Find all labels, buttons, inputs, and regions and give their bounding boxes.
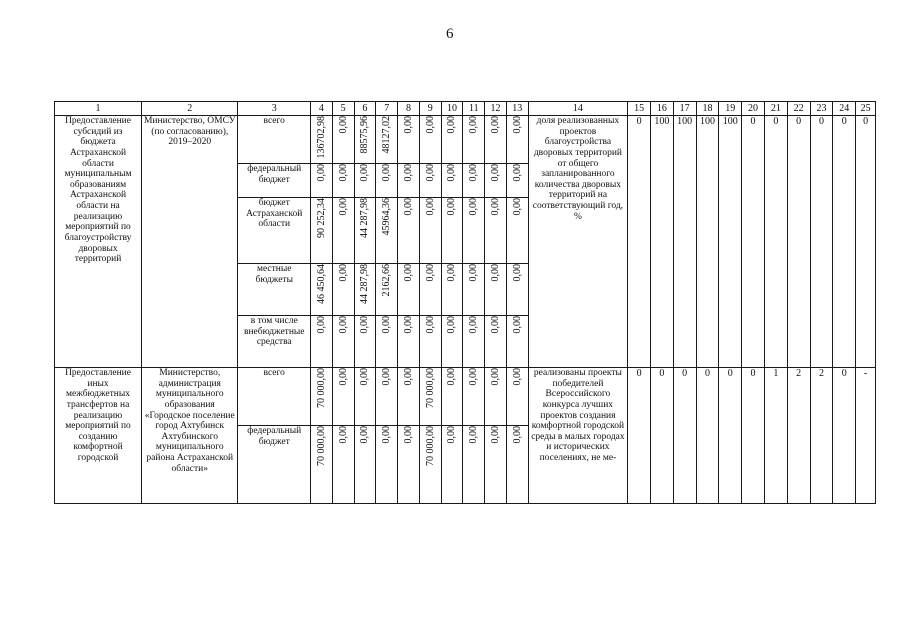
amount-cell — [485, 164, 507, 198]
amount-value: 0,00 — [489, 368, 501, 386]
column-number-2: 2 — [142, 102, 238, 116]
column-number-22: 22 — [787, 102, 810, 116]
amount-value: 0,00 — [381, 316, 393, 334]
amount-value: 88575,96 — [359, 116, 371, 154]
amount-cell — [311, 198, 333, 264]
amount-value: 0,00 — [402, 116, 414, 134]
amount-cell — [354, 164, 376, 198]
column-number-21: 21 — [764, 102, 787, 116]
amount-cell — [311, 368, 333, 426]
column-number-8: 8 — [398, 102, 420, 116]
amount-value: 136702,98 — [315, 116, 327, 159]
column-number-13: 13 — [506, 102, 528, 116]
amount-cell — [354, 368, 376, 426]
amount-cell — [354, 316, 376, 368]
amount-cell — [376, 116, 398, 164]
amount-value: 0,00 — [315, 316, 327, 334]
amount-value: 0,00 — [359, 316, 371, 334]
column-number-6: 6 — [354, 102, 376, 116]
amount-cell — [463, 164, 485, 198]
amount-cell — [419, 264, 441, 316]
executor: Министерство, ОМСУ (по согласованию), 2019–2020 — [142, 116, 238, 368]
amount-value: 0,00 — [337, 368, 349, 386]
amount-value: 0,00 — [402, 198, 414, 216]
column-number-18: 18 — [696, 102, 719, 116]
amount-value: 0,00 — [424, 164, 436, 182]
amount-cell — [354, 426, 376, 504]
column-number-9: 9 — [419, 102, 441, 116]
amount-value: 0,00 — [468, 316, 480, 334]
target-value: 100 — [673, 116, 696, 368]
amount-cell — [506, 164, 528, 198]
amount-cell — [419, 368, 441, 426]
amount-value: 0,00 — [359, 426, 371, 444]
indicator: реализованы проекты победителей Всероссийского конкурса лучших проектов создания комфортной городской среды в малых городах и исторических поселениях, не ме- — [528, 368, 628, 504]
target-value: 0 — [764, 116, 787, 368]
amount-cell — [311, 264, 333, 316]
amount-cell — [441, 426, 463, 504]
column-number-1: 1 — [55, 102, 142, 116]
funding-source: местные бюджеты — [238, 264, 311, 316]
amount-cell — [332, 198, 354, 264]
amount-cell — [398, 426, 420, 504]
target-value: 1 — [764, 368, 787, 504]
amount-cell — [485, 198, 507, 264]
amount-cell — [463, 116, 485, 164]
amount-cell — [485, 264, 507, 316]
amount-value: 0,00 — [446, 264, 458, 282]
amount-value: 46 450,64 — [315, 264, 327, 304]
column-number-14: 14 — [528, 102, 628, 116]
amount-value: 0,00 — [402, 316, 414, 334]
target-value: 0 — [628, 116, 651, 368]
amount-cell — [506, 264, 528, 316]
amount-cell — [441, 164, 463, 198]
amount-value: 0,00 — [424, 116, 436, 134]
amount-value: 0,00 — [489, 426, 501, 444]
target-value: 100 — [696, 116, 719, 368]
amount-cell — [506, 198, 528, 264]
amount-value: 0,00 — [337, 116, 349, 134]
measure-name: Предоставление иных межбюджетных трансфертов на реализацию мероприятий по созданию комфортной городской — [55, 368, 142, 504]
column-number-19: 19 — [719, 102, 742, 116]
amount-cell — [332, 426, 354, 504]
column-number-17: 17 — [673, 102, 696, 116]
target-value: 0 — [650, 368, 673, 504]
column-number-11: 11 — [463, 102, 485, 116]
target-value: 0 — [719, 368, 742, 504]
amount-value: 0,00 — [468, 264, 480, 282]
amount-cell — [419, 164, 441, 198]
amount-cell — [354, 264, 376, 316]
amount-cell — [398, 164, 420, 198]
amount-cell — [485, 316, 507, 368]
amount-cell — [398, 368, 420, 426]
amount-value: 0,00 — [489, 316, 501, 334]
amount-value: 70 000,00 — [315, 368, 327, 408]
column-number-12: 12 — [485, 102, 507, 116]
amount-cell — [441, 116, 463, 164]
amount-cell — [332, 264, 354, 316]
column-number-24: 24 — [833, 102, 856, 116]
amount-cell — [463, 264, 485, 316]
amount-cell — [506, 368, 528, 426]
amount-value: 0,00 — [468, 164, 480, 182]
amount-cell — [376, 368, 398, 426]
amount-cell — [311, 316, 333, 368]
amount-cell — [463, 368, 485, 426]
target-value: 0 — [810, 116, 833, 368]
amount-cell — [311, 426, 333, 504]
target-value: 0 — [628, 368, 651, 504]
amount-value: 0,00 — [511, 426, 523, 444]
target-value: 2 — [810, 368, 833, 504]
amount-cell — [419, 426, 441, 504]
amount-value: 0,00 — [511, 164, 523, 182]
amount-cell — [441, 368, 463, 426]
funding-source: в том числе внебюджетные средства — [238, 316, 311, 368]
target-value: 0 — [856, 116, 876, 368]
amount-value: 45964,36 — [381, 198, 393, 236]
amount-value: 0,00 — [511, 316, 523, 334]
header-row — [55, 102, 876, 116]
amount-value: 0,00 — [446, 164, 458, 182]
amount-cell — [332, 164, 354, 198]
column-number-7: 7 — [376, 102, 398, 116]
amount-cell — [354, 116, 376, 164]
amount-cell — [463, 316, 485, 368]
amount-value: 70 000,00 — [424, 426, 436, 466]
amount-value: 0,00 — [446, 116, 458, 134]
amount-value: 0,00 — [381, 368, 393, 386]
amount-value: 70 000,00 — [315, 426, 327, 466]
amount-cell — [441, 198, 463, 264]
indicator: доля реализованных проектов благоустройства дворовых территорий от общего запланированного количества дворовых территорий на соответствующий год, % — [528, 116, 628, 368]
amount-value: 0,00 — [511, 368, 523, 386]
column-number-5: 5 — [332, 102, 354, 116]
amount-cell — [376, 198, 398, 264]
amount-value: 0,00 — [446, 426, 458, 444]
target-value: 0 — [833, 368, 856, 504]
amount-value: 0,00 — [337, 426, 349, 444]
amount-value: 0,00 — [424, 264, 436, 282]
amount-cell — [419, 116, 441, 164]
funding-source: всего — [238, 368, 311, 426]
target-value: 0 — [696, 368, 719, 504]
amount-cell — [506, 116, 528, 164]
amount-value: 0,00 — [402, 368, 414, 386]
amount-cell — [485, 426, 507, 504]
amount-value: 0,00 — [468, 116, 480, 134]
target-value: - — [856, 368, 876, 504]
table-row — [55, 116, 876, 164]
budget-table — [54, 101, 876, 504]
amount-cell — [398, 264, 420, 316]
amount-cell — [463, 198, 485, 264]
amount-value: 2162,66 — [381, 264, 393, 297]
amount-value: 0,00 — [337, 316, 349, 334]
funding-source: федеральный бюджет — [238, 164, 311, 198]
target-value: 100 — [650, 116, 673, 368]
amount-cell — [419, 316, 441, 368]
amount-value: 0,00 — [359, 368, 371, 386]
amount-cell — [398, 198, 420, 264]
column-number-25: 25 — [856, 102, 876, 116]
column-number-15: 15 — [628, 102, 651, 116]
amount-value: 0,00 — [424, 198, 436, 216]
measure-name: Предоставление субсидий из бюджета Астраханской области муниципальным образованиям Астраханской области на реализацию мероприятий по благоустройству дворовых территорий — [55, 116, 142, 368]
amount-value: 0,00 — [468, 198, 480, 216]
amount-cell — [332, 316, 354, 368]
amount-cell — [332, 116, 354, 164]
amount-value: 0,00 — [511, 198, 523, 216]
amount-value: 90 252,34 — [315, 198, 327, 238]
target-value: 0 — [787, 116, 810, 368]
funding-source: всего — [238, 116, 311, 164]
amount-value: 0,00 — [468, 368, 480, 386]
amount-cell — [419, 198, 441, 264]
amount-value: 0,00 — [446, 198, 458, 216]
page-number: 6 — [446, 26, 454, 42]
column-number-10: 10 — [441, 102, 463, 116]
amount-cell — [398, 116, 420, 164]
column-number-4: 4 — [311, 102, 333, 116]
amount-cell — [376, 426, 398, 504]
amount-value: 0,00 — [446, 316, 458, 334]
amount-cell — [376, 316, 398, 368]
amount-value: 0,00 — [489, 164, 501, 182]
amount-value: 70 000,00 — [424, 368, 436, 408]
amount-cell — [485, 116, 507, 164]
amount-cell — [485, 368, 507, 426]
amount-cell — [311, 164, 333, 198]
amount-value: 0,00 — [489, 116, 501, 134]
amount-cell — [463, 426, 485, 504]
amount-value: 0,00 — [402, 426, 414, 444]
target-value: 2 — [787, 368, 810, 504]
amount-value: 48127,02 — [381, 116, 393, 154]
column-number-3: 3 — [238, 102, 311, 116]
amount-value: 0,00 — [315, 164, 327, 182]
column-number-20: 20 — [742, 102, 765, 116]
amount-value: 0,00 — [468, 426, 480, 444]
amount-cell — [506, 316, 528, 368]
amount-cell — [376, 164, 398, 198]
amount-value: 0,00 — [446, 368, 458, 386]
amount-value: 0,00 — [337, 198, 349, 216]
column-number-23: 23 — [810, 102, 833, 116]
amount-value: 0,00 — [511, 264, 523, 282]
amount-value: 0,00 — [402, 264, 414, 282]
amount-value: 0,00 — [424, 316, 436, 334]
funding-source: бюджет Астраханской области — [238, 198, 311, 264]
amount-value: 44 287,98 — [359, 264, 371, 304]
amount-cell — [354, 198, 376, 264]
amount-value: 0,00 — [511, 116, 523, 134]
amount-cell — [506, 426, 528, 504]
amount-cell — [441, 264, 463, 316]
target-value: 0 — [742, 116, 765, 368]
amount-cell — [398, 316, 420, 368]
amount-value: 0,00 — [381, 426, 393, 444]
target-value: 100 — [719, 116, 742, 368]
funding-source: федеральный бюджет — [238, 426, 311, 504]
amount-value: 0,00 — [489, 264, 501, 282]
amount-value: 0,00 — [337, 264, 349, 282]
target-value: 0 — [833, 116, 856, 368]
executor: Министерство, администрация муниципального образования «Городское поселение город Ахтубинск Ахтубинского муниципального района Астраханской области» — [142, 368, 238, 504]
amount-cell — [376, 264, 398, 316]
amount-cell — [441, 316, 463, 368]
amount-value: 0,00 — [489, 198, 501, 216]
target-value: 0 — [673, 368, 696, 504]
amount-value: 0,00 — [381, 164, 393, 182]
table-row — [55, 368, 876, 426]
amount-cell — [332, 368, 354, 426]
target-value: 0 — [742, 368, 765, 504]
amount-value: 0,00 — [337, 164, 349, 182]
amount-value: 44 287,98 — [359, 198, 371, 238]
amount-value: 0,00 — [359, 164, 371, 182]
column-number-16: 16 — [650, 102, 673, 116]
amount-value: 0,00 — [402, 164, 414, 182]
amount-cell — [311, 116, 333, 164]
